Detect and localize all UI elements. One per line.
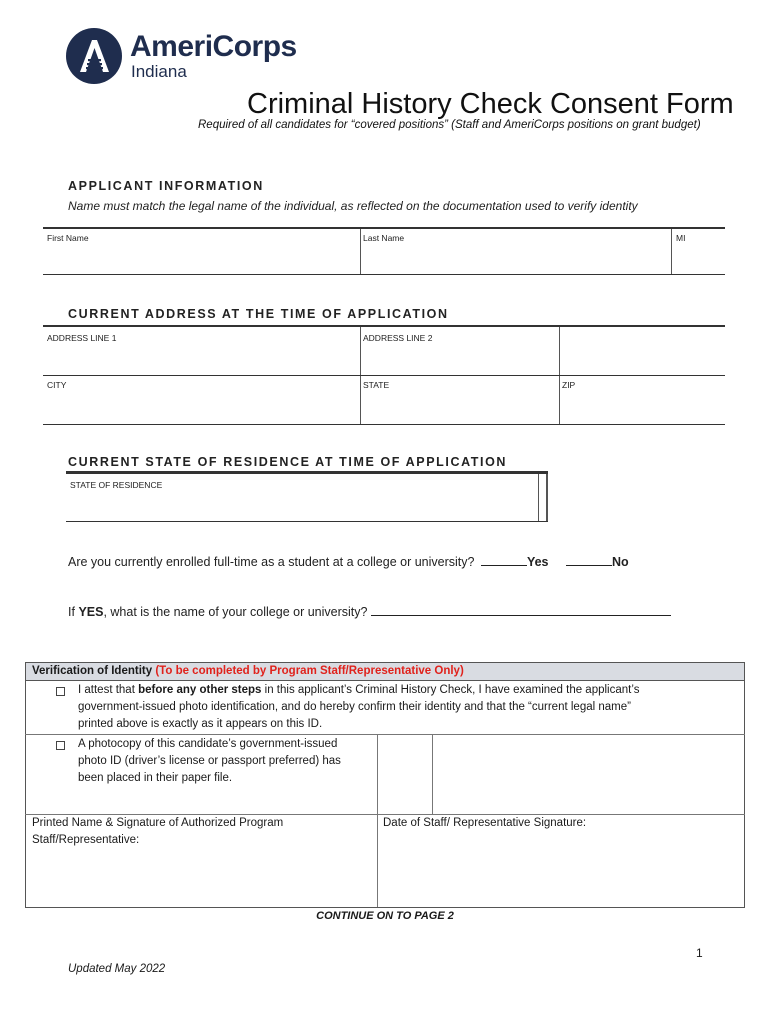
address-heading: CURRENT ADDRESS AT THE TIME OF APPLICATION	[68, 307, 449, 321]
attest-line-2: government-issued photo identification, and do hereby confirm their identity and that the “current legal name”	[78, 701, 631, 713]
photocopy-text	[78, 736, 341, 787]
field-row-rule	[43, 375, 725, 376]
residence-top-rule	[66, 471, 548, 474]
residence-heading: CURRENT STATE OF RESIDENCE AT TIME OF APPLICATION	[68, 455, 508, 469]
field-bottom-rule	[43, 274, 725, 275]
signature-field[interactable]	[27, 852, 375, 905]
continue-note: CONTINUE ON TO PAGE 2	[316, 910, 454, 922]
last-name-field[interactable]	[362, 244, 669, 272]
attest-line-1-bold: before any other steps	[138, 684, 262, 696]
address-line2-label: ADDRESS LINE 2	[363, 333, 433, 343]
state-label: STATE	[363, 380, 390, 390]
address-line1-label: ADDRESS LINE 1	[47, 333, 117, 343]
photocopy-line-1: A photocopy of this candidate’s government-issued	[78, 738, 338, 750]
attest-checkbox[interactable]	[56, 687, 65, 696]
yes-option-label: Yes	[526, 555, 549, 569]
college-question-prefix: If	[68, 605, 75, 619]
applicant-note: Name must match the legal name of the individual, as reflected on the documentation used to verify identity	[68, 199, 638, 213]
field-bottom-rule	[43, 424, 725, 425]
attest-line-1	[78, 682, 639, 699]
logo-region: Indiana	[131, 62, 187, 81]
signature-date-field[interactable]	[380, 835, 743, 905]
field-divider	[546, 474, 548, 522]
zip-label: ZIP	[562, 380, 576, 390]
verification-title	[32, 665, 464, 677]
date-label: Date of Staff/ Representative Signature:	[383, 817, 587, 829]
first-name-label: First Name	[47, 233, 89, 243]
column-divider	[432, 735, 433, 815]
city-label: CITY	[47, 380, 67, 390]
signature-label-line-2: Staff/Representative:	[32, 834, 140, 846]
updated-date: Updated May 2022	[68, 963, 166, 975]
signature-label-line-1: Printed Name & Signature of Authorized Program	[32, 817, 284, 829]
state-field[interactable]	[362, 392, 557, 422]
field-divider	[559, 327, 560, 425]
city-field[interactable]	[44, 392, 358, 422]
field-divider	[538, 474, 539, 522]
attest-line-1-rest: in this applicant’s Criminal History Check, I have examined the applicant’s	[264, 684, 640, 696]
verification-note: (To be completed by Program Staff/Representative Only)	[155, 665, 464, 677]
verification-title-text: Verification of Identity	[32, 665, 153, 677]
student-question	[68, 555, 629, 569]
college-question	[68, 605, 671, 619]
signature-label	[32, 815, 283, 849]
address-line2-field[interactable]	[362, 345, 557, 373]
address-line1-field[interactable]	[44, 345, 358, 373]
college-name-blank[interactable]	[371, 615, 671, 616]
logo-brand: AmeriCorps	[130, 30, 297, 63]
photocopy-line-3: been placed in their paper file.	[78, 772, 233, 784]
row-rule	[25, 734, 745, 735]
attest-line-1-pre: I attest that	[78, 684, 135, 696]
attest-line-3: printed above is exactly as it appears on this ID.	[78, 718, 323, 730]
last-name-label: Last Name	[363, 233, 405, 243]
page-subtitle: Required of all candidates for “covered positions” (Staff and AmeriCorps positions on grant budget)	[198, 119, 701, 131]
no-option-label: No	[611, 555, 629, 569]
student-question-text: Are you currently enrolled full-time as a student at a college or university?	[68, 555, 475, 569]
page-title: Criminal History Check Consent Form	[247, 88, 734, 120]
no-answer-blank[interactable]	[566, 565, 612, 566]
field-divider	[671, 229, 672, 275]
mi-label: MI	[676, 233, 686, 243]
address-top-rule	[43, 325, 725, 327]
applicant-heading: APPLICANT INFORMATION	[68, 179, 264, 193]
applicant-top-rule	[43, 227, 725, 229]
photocopy-checkbox[interactable]	[56, 741, 65, 750]
mi-field[interactable]	[673, 244, 723, 272]
zip-field[interactable]	[561, 392, 723, 422]
attest-text	[78, 682, 639, 733]
college-question-text: , what is the name of your college or university?	[103, 605, 368, 619]
first-name-field[interactable]	[44, 244, 358, 272]
state-of-residence-field[interactable]	[68, 491, 536, 519]
yes-answer-blank[interactable]	[481, 565, 527, 566]
column-divider	[377, 735, 378, 907]
field-bottom-rule	[66, 521, 548, 522]
photocopy-line-2: photo ID (driver’s license or passport preferred) has	[78, 755, 341, 767]
state-of-residence-label: STATE OF RESIDENCE	[70, 480, 163, 490]
field-divider	[360, 327, 361, 425]
page-number: 1	[696, 946, 703, 960]
college-question-yes: YES	[78, 605, 104, 619]
field-divider	[360, 229, 361, 275]
americorps-logo-icon	[66, 28, 122, 84]
